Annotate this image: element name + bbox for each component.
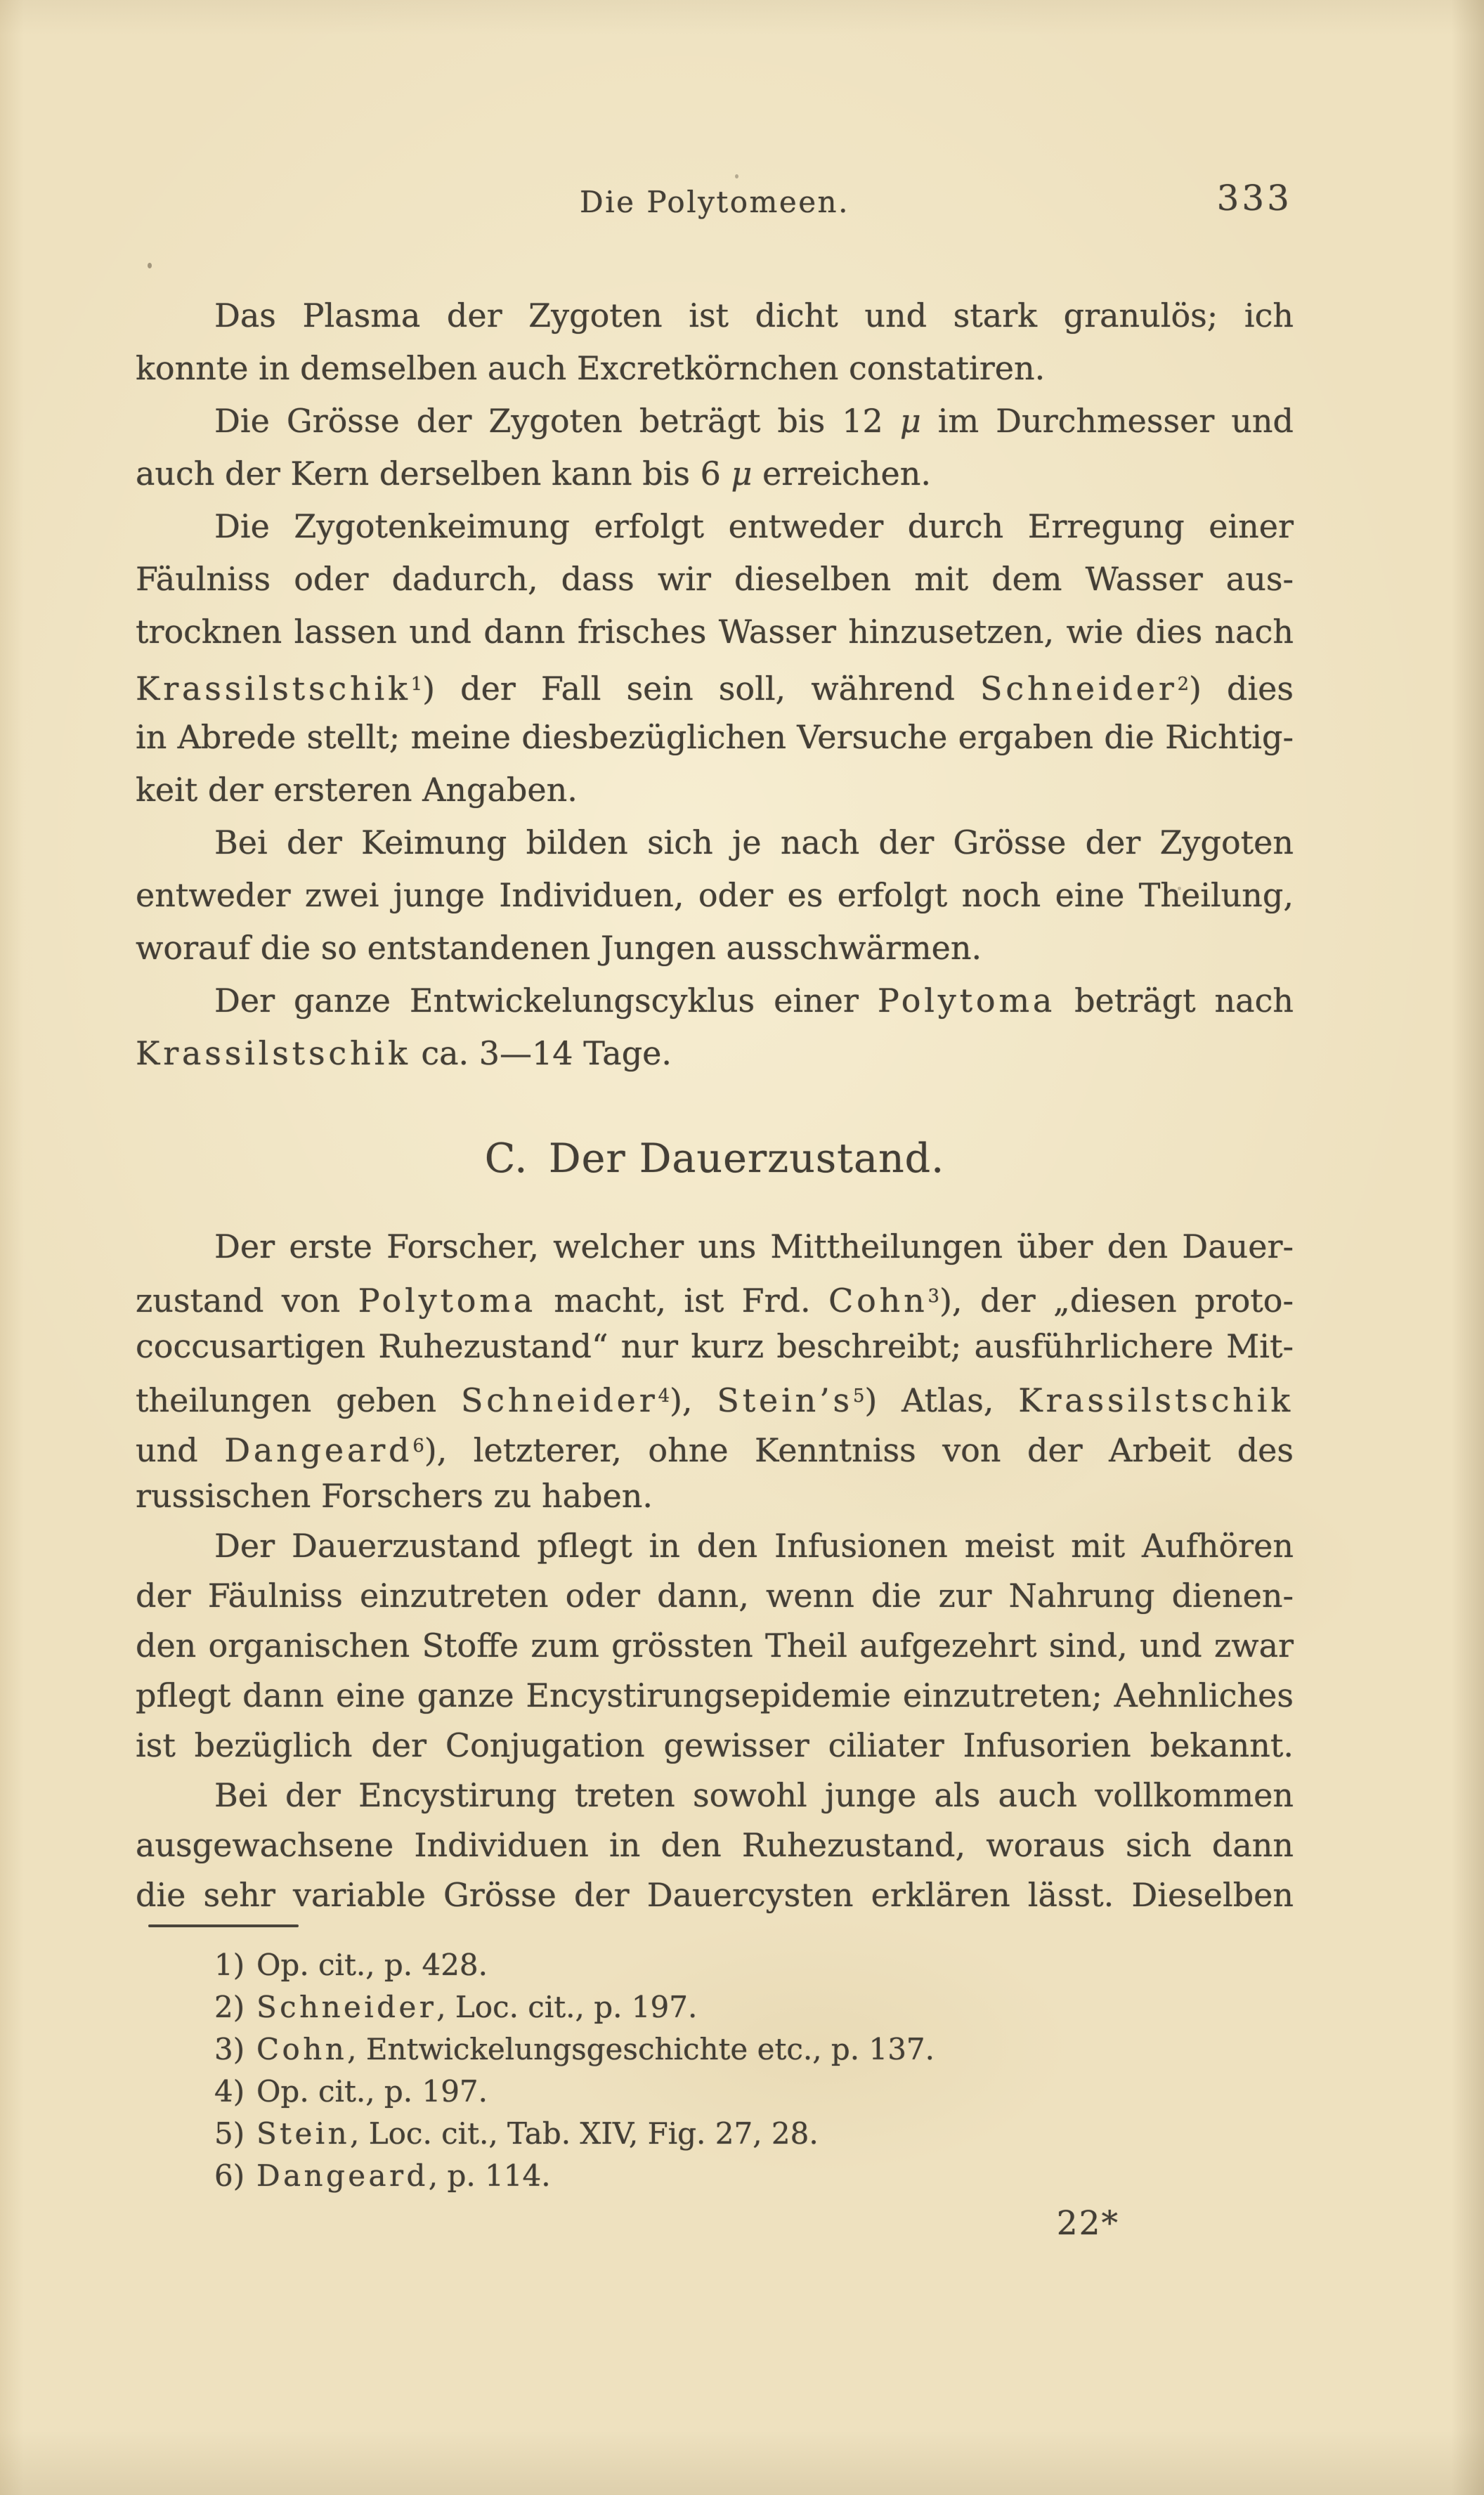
letterspaced-name: Krassilstschik (1018, 1381, 1294, 1420)
paragraph (136, 975, 1294, 1080)
footnote-number: 4) (214, 2074, 245, 2109)
text-segment: macht, ist Frd. (536, 1282, 829, 1320)
letterspaced-name: Dangeard (256, 2158, 429, 2193)
text-line (136, 658, 1294, 711)
text-line (136, 869, 1294, 922)
text-segment: entweder zwei junge Individuen, oder es erfolgt noch eine Theilung, (136, 876, 1294, 914)
text-segment: Bei der Keimung bilden sich je nach der Grösse der Zygoten (214, 823, 1294, 861)
text-line (136, 1027, 1294, 1080)
footnote-ref: 4 (658, 1386, 670, 1407)
section-heading: C. Der Dauerzustand. (484, 1135, 945, 1182)
letterspaced-name: Schneider (256, 1990, 437, 2024)
text-line (136, 1671, 1294, 1721)
footnote-separator-rule (148, 1924, 299, 1927)
letterspaced-name: Polytoma (358, 1282, 536, 1320)
text-segment: russischen Forschers zu haben. (136, 1477, 653, 1515)
text-line (136, 711, 1294, 764)
text-line (136, 500, 1294, 553)
text-line (136, 395, 1294, 448)
text-line (136, 1870, 1294, 1920)
paragraph (136, 395, 1294, 500)
page-number: 333 (1216, 178, 1292, 219)
text-line (136, 342, 1294, 395)
text-line (136, 1222, 1294, 1272)
text-segment: im Durchmesser und (920, 402, 1294, 440)
text-line (136, 1820, 1294, 1870)
text-segment: Der Dauerzustand pflegt in den Infusionen meist mit Aufhören (214, 1527, 1294, 1565)
text-segment: der Fäulniss einzutreten oder dann, wenn die zur Nahrung dienen- (136, 1577, 1294, 1615)
text-segment: Op. cit., p. 197. (256, 2074, 488, 2109)
text-segment: ist bezüglich der Conjugation gewisser ciliater Infusorien bekannt. (136, 1726, 1294, 1764)
paragraph (136, 816, 1294, 975)
text-segment: coccusartigen Ruhezustand“ nur kurz beschreibt; ausführlichere Mit- (136, 1327, 1294, 1365)
letterspaced-name: Schneider (460, 1381, 658, 1420)
text-segment: Bei der Encystirung treten sowohl junge als auch vollkommen (214, 1776, 1294, 1814)
text-segment: zustand von (136, 1282, 358, 1320)
footnote-line (136, 1944, 1294, 1986)
footnote-line (136, 2028, 1294, 2071)
text-segment: in Abrede stellt; meine diesbezüglichen Versuche ergaben die Richtig- (136, 718, 1294, 756)
text-segment: konnte in demselben auch Excretkörnchen constatiren. (136, 349, 1046, 387)
body-text-upper (136, 289, 1294, 1080)
text-line (136, 1721, 1294, 1771)
paragraph (136, 1771, 1294, 1920)
text-line (136, 1471, 1294, 1521)
text-line (136, 1571, 1294, 1621)
letterspaced-name: Cohn (256, 2032, 348, 2066)
footnote-line (136, 2113, 1294, 2155)
text-line (136, 1621, 1294, 1671)
text-segment: und (136, 1431, 225, 1470)
footnote-line (136, 1986, 1294, 2028)
letterspaced-name: Krassilstschik (136, 670, 411, 708)
text-segment: erreichen. (752, 455, 932, 493)
text-line (136, 1421, 1294, 1471)
text-segment: Die Grösse der Zygoten beträgt bis 12 (214, 402, 900, 440)
text-segment: ausgewachsene Individuen in den Ruhezustand, woraus sich dann (136, 1826, 1294, 1864)
text-segment: Der erste Forscher, welcher uns Mittheilungen über den Dauer- (214, 1227, 1294, 1265)
text-segment: Der ganze Entwickelungscyklus einer (214, 982, 878, 1020)
paragraph (136, 289, 1294, 395)
text-segment: theilungen geben (136, 1381, 461, 1420)
footnote-number: 2) (214, 1990, 245, 2024)
footnote-ref: 6 (412, 1435, 424, 1457)
text-line (136, 1322, 1294, 1372)
text-line (136, 922, 1294, 975)
text-line (136, 816, 1294, 869)
text-segment: , Entwickelungsgeschichte etc., p. 137. (347, 2032, 935, 2066)
footnotes-block (136, 1944, 1294, 2197)
paragraph (136, 500, 1294, 816)
text-segment: ), der „diesen proto- (939, 1282, 1294, 1320)
text-line (136, 553, 1294, 606)
page-header (136, 178, 1294, 221)
footnote-number: 1) (214, 1948, 245, 1982)
signature-mark: 22* (1056, 2204, 1119, 2243)
text-segment: , Loc. cit., Tab. XIV, Fig. 27, 28. (350, 2116, 819, 2151)
footnote-ref: 1 (410, 674, 423, 695)
text-segment: ) Atlas, (864, 1381, 1019, 1420)
text-line (136, 1521, 1294, 1571)
text-segment: Op. cit., p. 428. (256, 1948, 488, 1982)
paragraph (136, 1222, 1294, 1521)
footnote-number: 6) (214, 2158, 245, 2193)
footnote-number: 5) (214, 2116, 245, 2151)
body-text-lower (136, 1222, 1294, 1920)
letterspaced-name: Stein (256, 2116, 351, 2151)
text-line (136, 1372, 1294, 1421)
text-segment: den organischen Stoffe zum grössten Theil aufgezehrt sind, und zwar (136, 1627, 1294, 1665)
paragraph (136, 1521, 1294, 1771)
text-line (136, 1771, 1294, 1820)
text-segment: ) der Fall sein soll, während (422, 670, 981, 708)
text-segment: Fäulniss oder dadurch, dass wir dieselben mit dem Wasser aus- (136, 560, 1294, 598)
italic-symbol: μ (899, 402, 921, 440)
text-line (136, 289, 1294, 342)
text-line (136, 764, 1294, 816)
text-line (136, 975, 1294, 1027)
text-segment: ca. 3—14 Tage. (410, 1034, 672, 1072)
footnote-line (136, 2071, 1294, 2113)
text-segment: ), (669, 1381, 717, 1420)
text-line (136, 1272, 1294, 1322)
text-segment: die sehr variable Grösse der Dauercysten erklären lässt. Dieselben (136, 1876, 1294, 1914)
letterspaced-name: Schneider (980, 670, 1178, 708)
text-segment: pflegt dann eine ganze Encystirungsepidemie einzutreten; Aehnliches (136, 1676, 1294, 1714)
text-segment: beträgt nach (1055, 982, 1294, 1020)
letterspaced-name: Krassilstschik (136, 1034, 411, 1072)
footnote-ref: 3 (928, 1286, 939, 1307)
text-segment: , p. 114. (428, 2158, 551, 2193)
footnote-line (136, 2155, 1294, 2197)
text-segment: , Loc. cit., p. 197. (436, 1990, 698, 2024)
text-segment: trocknen lassen und dann frisches Wasser hinzusetzen, wie dies nach (136, 613, 1294, 651)
footnote-ref: 5 (852, 1386, 865, 1407)
text-segment: Die Zygotenkeimung erfolgt entweder durch Erregung einer (214, 507, 1294, 545)
letterspaced-name: Cohn (828, 1282, 928, 1320)
text-segment: keit der ersteren Angaben. (136, 771, 578, 809)
running-title: Die Polytomeen. (580, 185, 850, 219)
text-segment: worauf die so entstandenen Jungen ausschwärmen. (136, 929, 982, 967)
text-line (136, 448, 1294, 500)
text-line (136, 606, 1294, 658)
text-segment: ), letzterer, ohne Kenntniss von der Arbeit des (424, 1431, 1294, 1470)
footnote-number: 3) (214, 2032, 245, 2066)
italic-symbol: μ (731, 455, 753, 493)
footnote-ref: 2 (1177, 674, 1189, 695)
letterspaced-name: Dangeard (224, 1431, 413, 1470)
text-segment: ) dies (1189, 670, 1294, 708)
text-segment: auch der Kern derselben kann bis 6 (136, 455, 731, 493)
letterspaced-name: Stein’s (717, 1381, 853, 1420)
text-segment: Das Plasma der Zygoten ist dicht und stark granulös; ich (214, 297, 1294, 334)
page-content (136, 0, 1294, 2243)
letterspaced-name: Polytoma (877, 982, 1056, 1020)
